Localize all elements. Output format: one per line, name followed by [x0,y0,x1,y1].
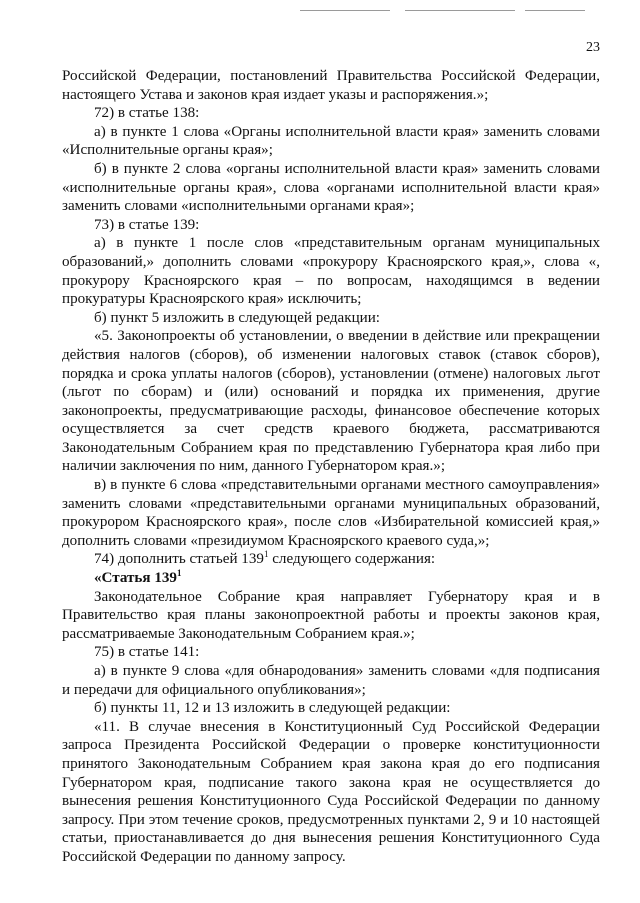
article-superscript: 1 [263,549,269,560]
paragraph: 73) в статье 139: [94,216,200,233]
paragraph: б) пункт 5 изложить в следующей редакции: [94,309,380,326]
paragraph: 75) в статье 141: [94,644,200,661]
page-number: 23 [586,40,600,55]
scan-artifact-line [525,10,585,11]
article-heading-superscript: 1 [176,568,182,578]
paragraph: 72) в статье 138: [94,105,200,122]
paragraph: «5. Законопроекты об установлении, о введении в действие или прекращении действия налогов (сборов), об изменении налоговых ставок (ставок сборов), порядка и срока уплаты налогов (сборов), установлении (отмене) налоговых льгот (льгот по сборам) и (или) оснований и порядка их применения, другие законопроекты, предусматривающие расходы, финансовое обеспечение которых осуществляется за счет средств краевого бюджета, рассматриваются Законодательным Собранием края по представлению Губернатора края либо при наличии заключения по ним, данного Губернатором края.»; [62,328,600,475]
scan-artifact-line [405,10,515,11]
paragraph: а) в пункте 1 слова «Органы исполнительной власти края» заменить словами «Исполнительные органы края»; [62,123,600,159]
article-heading [62,569,600,588]
paragraph: б) в пункте 2 слова «органы исполнительной власти края» заменить словами «исполнительные органы края», слова «органами исполнительной власти края» заменить словами «исполнительными органами края»; [62,160,600,215]
article-addition-paragraph [62,550,600,569]
article-addition-tail: следующего содержания: [268,551,436,568]
paragraph: б) пункты 11, 12 и 13 изложить в следующей редакции: [94,700,451,717]
paragraph: Российской Федерации, постановлений Правительства Российской Федерации, настоящего Устава и законов края издает указы и распоряжения.»; [62,68,600,103]
paragraph: Законодательное Собрание края направляет Губернатору края и в Правительство края планы законопроектной работы и проекты законов края, рассматриваемые Законодательным Собранием края.»; [62,588,600,642]
paragraph: «11. В случае внесения в Конституционный Суд Российской Федерации запроса Президента Российской Федерации о проверке конституционности принятого Законодательным Собранием края закона края до его подписания Губернатором края, подписание такого закона края не осуществляется до вынесения решения Конституционного Суда Российской Федерации по данному запросу. При этом течение сроков, предусмотренных пунктами 2, 9 и 10 настоящей статьи, приостанавливается до дня вынесения решения Конституционного Суда Российской Федерации по данному запросу. [62,718,600,865]
paragraph: а) в пункте 1 после слов «представительным органам муниципальных образований,» дополнить словами «прокурору Красноярского края,», слова «, прокурору Красноярского края – по вопросам, находящимся в ведении прокуратуры Красноярского края» исключить; [62,235,600,308]
article-addition-text: 74) дополнить статьей 139 [94,551,264,568]
document-body [62,67,600,867]
article-heading-text: «Статья 139 [94,570,177,587]
paragraph: в) в пункте 6 слова «представительными органами местного самоуправления» заменить словами «представительными органами муниципальных образований, прокурором Красноярского края», после слов «Избирательной комиссией края,» дополнить словами «президиумом Красноярского краевого суда,»; [62,477,600,549]
paragraph: а) в пункте 9 слова «для обнародования» заменить словами «для подписания и передачи для официального опубликования»; [62,663,600,698]
scan-artifact-line [300,10,390,11]
